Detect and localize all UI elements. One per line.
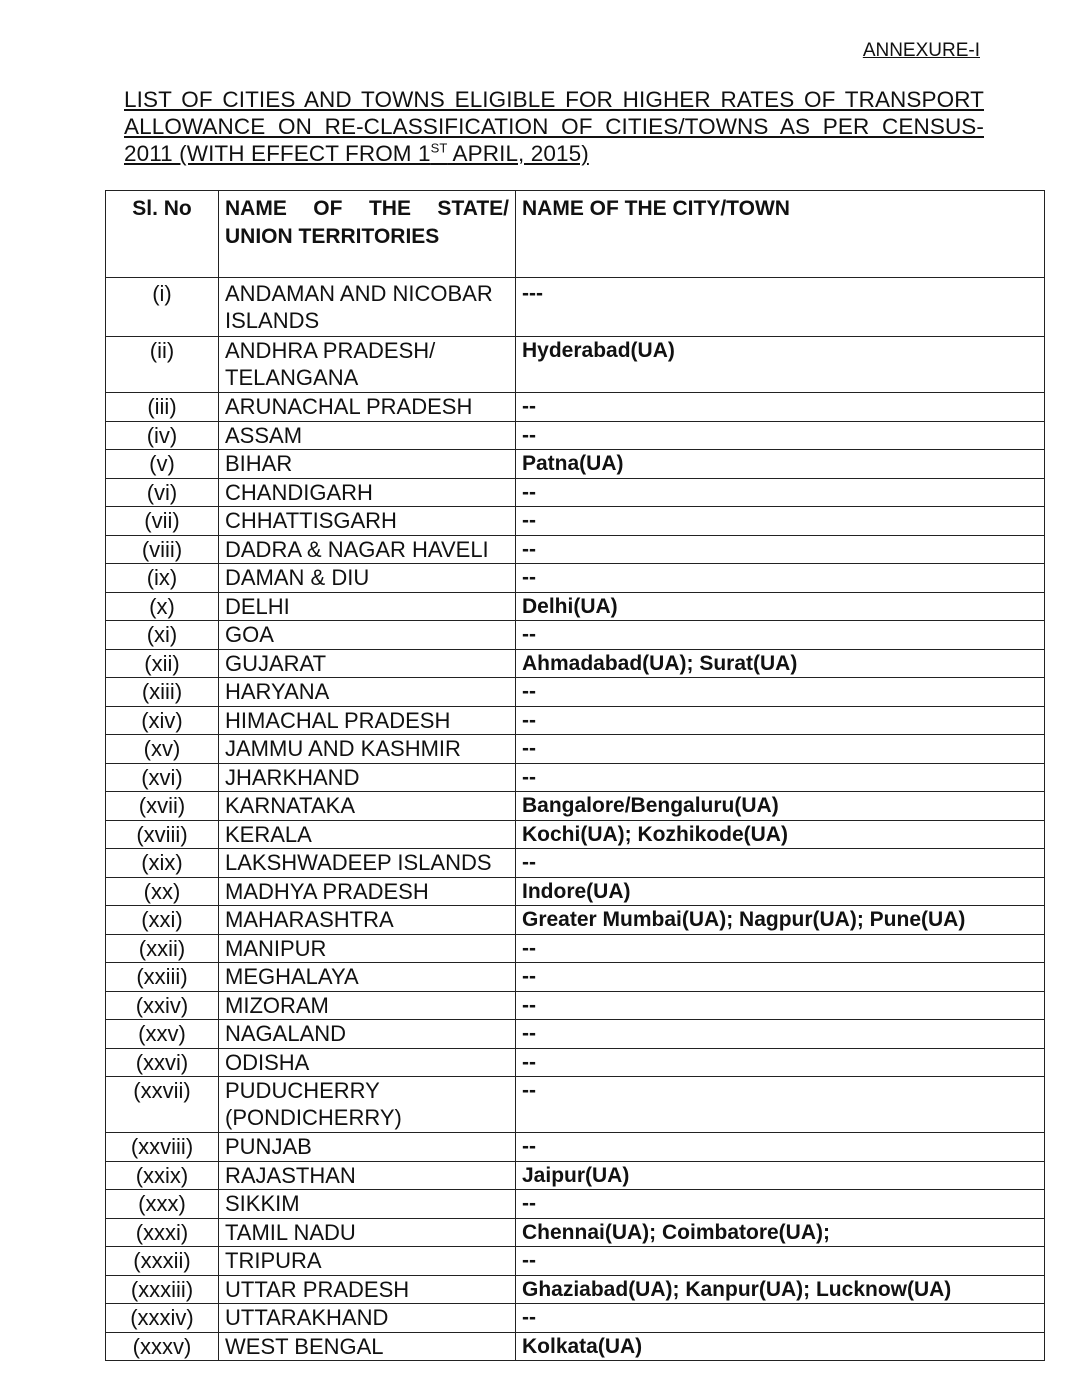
- row-city: Ghaziabad(UA); Kanpur(UA); Lucknow(UA): [516, 1275, 1045, 1304]
- row-state: KARNATAKA: [219, 792, 516, 821]
- row-city: --: [516, 1304, 1045, 1333]
- header-city: NAME OF THE CITY/TOWN: [516, 191, 1045, 278]
- row-sl-no: (xxiii): [106, 963, 219, 992]
- table-row: [106, 1077, 1045, 1133]
- title-main: LIST OF CITIES AND TOWNS ELIGIBLE FOR HIGHER RATES OF TRANSPORT ALLOWANCE ON RE-CLASSIFICATION OF CITIES/TOWNS AS PER CENSUS-2011 (WITH EFFECT FROM 1: [124, 87, 984, 166]
- table-row: [106, 393, 1045, 422]
- row-state: MIZORAM: [219, 991, 516, 1020]
- table-row: [106, 649, 1045, 678]
- table-row: [106, 1133, 1045, 1162]
- row-state: UTTAR PRADESH: [219, 1275, 516, 1304]
- row-sl-no: (xxxii): [106, 1247, 219, 1276]
- row-city: --: [516, 706, 1045, 735]
- row-sl-no: (xiii): [106, 678, 219, 707]
- row-state: MEGHALAYA: [219, 963, 516, 992]
- table-row: [106, 820, 1045, 849]
- table-row: [106, 1304, 1045, 1333]
- row-state: JAMMU AND KASHMIR: [219, 735, 516, 764]
- table-row: [106, 963, 1045, 992]
- row-sl-no: (xi): [106, 621, 219, 650]
- row-city: Delhi(UA): [516, 592, 1045, 621]
- row-state: HARYANA: [219, 678, 516, 707]
- row-sl-no: (xv): [106, 735, 219, 764]
- table-row: [106, 1048, 1045, 1077]
- row-state: DADRA & NAGAR HAVELI: [219, 535, 516, 564]
- row-sl-no: (vi): [106, 478, 219, 507]
- row-state: PUDUCHERRY (PONDICHERRY): [219, 1077, 516, 1133]
- row-city: Patna(UA): [516, 450, 1045, 479]
- row-state: KERALA: [219, 820, 516, 849]
- row-state: NAGALAND: [219, 1020, 516, 1049]
- table-row: [106, 621, 1045, 650]
- table-row: [106, 934, 1045, 963]
- row-city: --: [516, 1133, 1045, 1162]
- row-state: MADHYA PRADESH: [219, 877, 516, 906]
- row-state: WEST BENGAL: [219, 1332, 516, 1361]
- row-city: Bangalore/Bengaluru(UA): [516, 792, 1045, 821]
- table-row: [106, 421, 1045, 450]
- table-row: [106, 1332, 1045, 1361]
- row-state: TAMIL NADU: [219, 1218, 516, 1247]
- row-state: ODISHA: [219, 1048, 516, 1077]
- row-city: --: [516, 535, 1045, 564]
- table-row: [106, 1275, 1045, 1304]
- row-state: ANDAMAN AND NICOBAR ISLANDS: [219, 278, 516, 337]
- row-sl-no: (xvii): [106, 792, 219, 821]
- row-city: --: [516, 991, 1045, 1020]
- row-state: SIKKIM: [219, 1190, 516, 1219]
- row-city: --: [516, 1020, 1045, 1049]
- table-row: [106, 877, 1045, 906]
- row-state: UTTARAKHAND: [219, 1304, 516, 1333]
- row-sl-no: (x): [106, 592, 219, 621]
- row-city: Ahmadabad(UA); Surat(UA): [516, 649, 1045, 678]
- table-row: [106, 706, 1045, 735]
- row-sl-no: (v): [106, 450, 219, 479]
- row-city: --: [516, 478, 1045, 507]
- row-city: --: [516, 507, 1045, 536]
- row-sl-no: (xxvi): [106, 1048, 219, 1077]
- row-state: MAHARASHTRA: [219, 906, 516, 935]
- row-city: --: [516, 393, 1045, 422]
- table-row: [106, 592, 1045, 621]
- table-row: [106, 991, 1045, 1020]
- row-city: --: [516, 1077, 1045, 1133]
- header-sl-no: Sl. No: [106, 191, 219, 278]
- row-city: --: [516, 678, 1045, 707]
- row-sl-no: (xxx): [106, 1190, 219, 1219]
- header-state: NAME OF THE STATE/ UNION TERRITORIES: [219, 191, 516, 278]
- row-state: RAJASTHAN: [219, 1161, 516, 1190]
- row-sl-no: (xxxi): [106, 1218, 219, 1247]
- row-city: --: [516, 621, 1045, 650]
- table-body: [106, 278, 1045, 1361]
- row-sl-no: (xxviii): [106, 1133, 219, 1162]
- row-state: DELHI: [219, 592, 516, 621]
- row-state: ANDHRA PRADESH/ TELANGANA: [219, 337, 516, 393]
- row-state: JHARKHAND: [219, 763, 516, 792]
- row-state: GOA: [219, 621, 516, 650]
- row-state: PUNJAB: [219, 1133, 516, 1162]
- table-row: [106, 1247, 1045, 1276]
- title-superscript: ST: [430, 140, 448, 156]
- row-city: Kochi(UA); Kozhikode(UA): [516, 820, 1045, 849]
- row-state: GUJARAT: [219, 649, 516, 678]
- row-state: CHHATTISGARH: [219, 507, 516, 536]
- table-row: [106, 735, 1045, 764]
- row-city: --: [516, 735, 1045, 764]
- row-sl-no: (xix): [106, 849, 219, 878]
- row-sl-no: (viii): [106, 535, 219, 564]
- row-city: Chennai(UA); Coimbatore(UA);: [516, 1218, 1045, 1247]
- row-state: ARUNACHAL PRADESH: [219, 393, 516, 422]
- row-city: --: [516, 1190, 1045, 1219]
- table-row: [106, 478, 1045, 507]
- table-row: [106, 763, 1045, 792]
- row-sl-no: (vii): [106, 507, 219, 536]
- row-city: Hyderabad(UA): [516, 337, 1045, 393]
- row-city: --: [516, 564, 1045, 593]
- row-sl-no: (iv): [106, 421, 219, 450]
- row-sl-no: (xxiv): [106, 991, 219, 1020]
- table-row: [106, 278, 1045, 337]
- row-sl-no: (xxii): [106, 934, 219, 963]
- row-sl-no: (xviii): [106, 820, 219, 849]
- row-city: --: [516, 1048, 1045, 1077]
- row-state: CHANDIGARH: [219, 478, 516, 507]
- row-sl-no: (xxvii): [106, 1077, 219, 1133]
- row-sl-no: (iii): [106, 393, 219, 422]
- row-state: DAMAN & DIU: [219, 564, 516, 593]
- row-sl-no: (xxix): [106, 1161, 219, 1190]
- table-row: [106, 906, 1045, 935]
- row-sl-no: (xxxv): [106, 1332, 219, 1361]
- row-sl-no: (i): [106, 278, 219, 337]
- cities-table: [105, 190, 1045, 1361]
- row-city: ---: [516, 278, 1045, 337]
- row-city: --: [516, 934, 1045, 963]
- row-city: --: [516, 1247, 1045, 1276]
- row-state: LAKSHWADEEP ISLANDS: [219, 849, 516, 878]
- annexure-label: ANNEXURE-I: [862, 40, 980, 61]
- row-city: Indore(UA): [516, 877, 1045, 906]
- row-city: --: [516, 963, 1045, 992]
- row-sl-no: (xx): [106, 877, 219, 906]
- document-title: [124, 86, 984, 167]
- table-row: [106, 450, 1045, 479]
- table-header-row: [106, 191, 1045, 278]
- row-city: Kolkata(UA): [516, 1332, 1045, 1361]
- table-row: [106, 1161, 1045, 1190]
- row-city: --: [516, 849, 1045, 878]
- row-state: HIMACHAL PRADESH: [219, 706, 516, 735]
- table-row: [106, 337, 1045, 393]
- row-state: ASSAM: [219, 421, 516, 450]
- table-row: [106, 678, 1045, 707]
- row-sl-no: (xiv): [106, 706, 219, 735]
- table-row: [106, 849, 1045, 878]
- row-sl-no: (xii): [106, 649, 219, 678]
- row-sl-no: (xxv): [106, 1020, 219, 1049]
- row-city: Greater Mumbai(UA); Nagpur(UA); Pune(UA): [516, 906, 1045, 935]
- table-row: [106, 564, 1045, 593]
- row-state: TRIPURA: [219, 1247, 516, 1276]
- table-row: [106, 1190, 1045, 1219]
- table-row: [106, 1218, 1045, 1247]
- row-sl-no: (xxi): [106, 906, 219, 935]
- row-city: Jaipur(UA): [516, 1161, 1045, 1190]
- row-city: --: [516, 763, 1045, 792]
- table-row: [106, 792, 1045, 821]
- row-city: --: [516, 421, 1045, 450]
- row-state: MANIPUR: [219, 934, 516, 963]
- row-sl-no: (ix): [106, 564, 219, 593]
- table-row: [106, 1020, 1045, 1049]
- row-state: BIHAR: [219, 450, 516, 479]
- table-row: [106, 535, 1045, 564]
- title-end: APRIL, 2015): [447, 141, 589, 166]
- table-row: [106, 507, 1045, 536]
- row-sl-no: (xvi): [106, 763, 219, 792]
- row-sl-no: (ii): [106, 337, 219, 393]
- row-sl-no: (xxxiii): [106, 1275, 219, 1304]
- row-sl-no: (xxxiv): [106, 1304, 219, 1333]
